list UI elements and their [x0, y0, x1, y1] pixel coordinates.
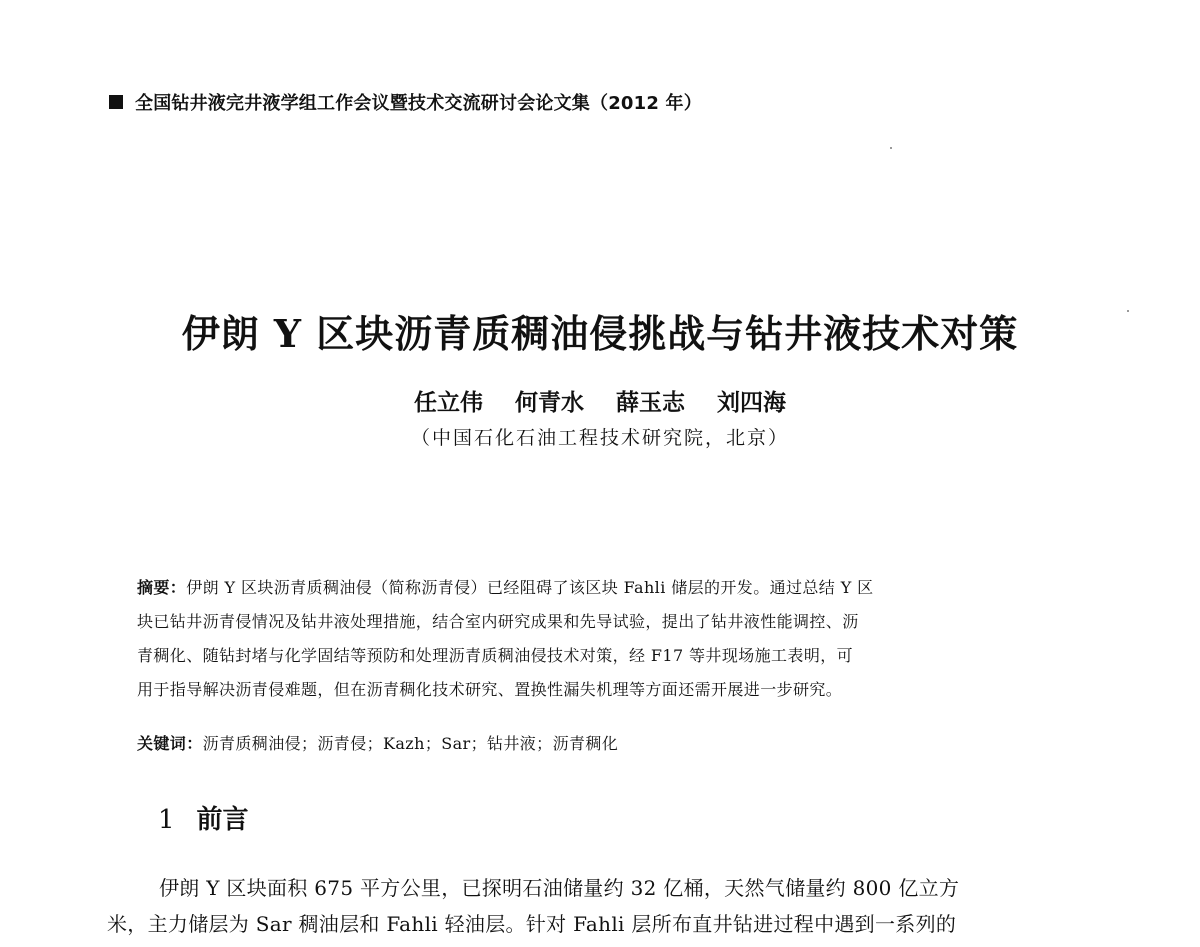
- author-name: 薛玉志: [616, 389, 685, 416]
- running-header: [109, 88, 702, 116]
- body-line-1: 伊朗 Y 区块面积 675 平方公里，已探明石油储量约 32 亿桶，天然气储量约 800 亿立方: [159, 876, 960, 900]
- header-text: 全国钻井液完井液学组工作会议暨技术交流研讨会论文集（2012 年）: [135, 93, 702, 114]
- keywords-label: 关键词：: [137, 734, 203, 753]
- square-bullet-icon: [109, 95, 123, 109]
- author-name: 刘四海: [717, 389, 787, 416]
- abstract-line-3: 青稠化、随钻封堵与化学固结等预防和处理沥青质稠油侵技术对策，经 F17 等井现场施工表明，可: [137, 646, 854, 665]
- keywords-text: 沥青质稠油侵；沥青侵；Kazh；Sar；钻井液；沥青稠化: [202, 734, 619, 753]
- section-title: 前言: [196, 805, 249, 835]
- author-list: [0, 386, 1200, 420]
- body-line-2: 米，主力储层为 Sar 稠油层和 Fahli 轻油层。针对 Fahli 层所布直井钻进过程中遇到一系列的: [107, 912, 957, 936]
- abstract-label: 摘要：: [137, 578, 187, 597]
- abstract-line-1: [137, 571, 1073, 605]
- scan-speck: [890, 147, 892, 149]
- keywords: [137, 729, 1073, 759]
- section-heading: [158, 800, 249, 840]
- affiliation: （中国石化石油工程技术研究院，北京）: [410, 427, 789, 449]
- author-name: 何青水: [514, 389, 584, 416]
- abstract-line-4: 用于指导解决沥青侵难题，但在沥青稠化技术研究、置换性漏失机理等方面还需开展进一步研究。: [137, 680, 843, 699]
- body-paragraph: [107, 870, 1097, 942]
- section-number: 1: [158, 805, 175, 835]
- abstract-text: 伊朗 Y 区块沥青质稠油侵（简称沥青侵）已经阻碍了该区块 Fahli 储层的开发。通过总结 Y 区: [186, 578, 874, 597]
- paper-title: 伊朗 Y 区块沥青质稠油侵挑战与钻井液技术对策: [181, 311, 1019, 356]
- abstract: [137, 571, 1073, 707]
- author-name: 任立伟: [413, 389, 483, 416]
- abstract-line-2: 块已钻井沥青侵情况及钻井液处理措施，结合室内研究成果和先导试验，提出了钻井液性能调控、沥: [137, 612, 859, 631]
